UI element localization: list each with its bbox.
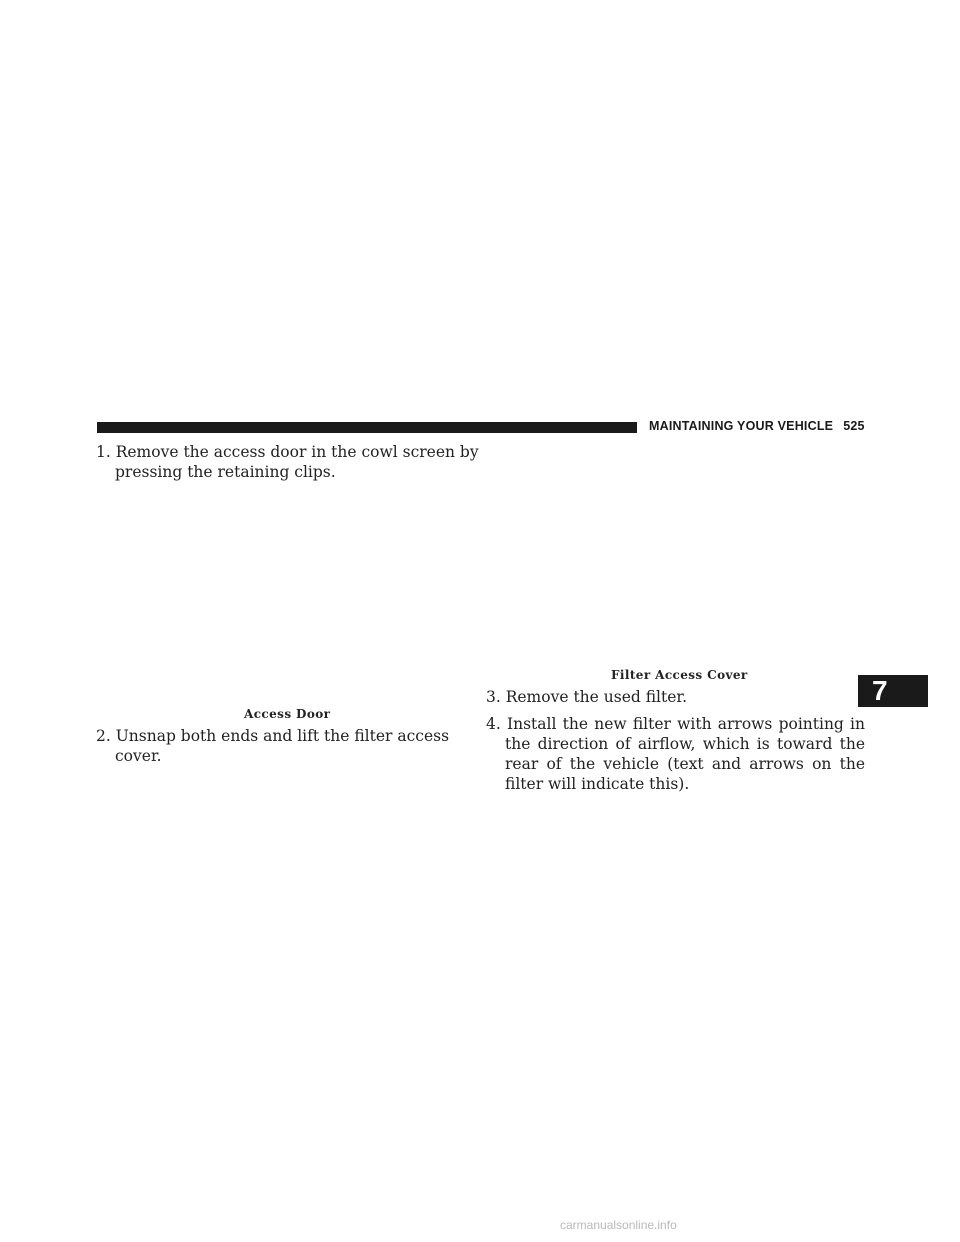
section-title: MAINTAINING YOUR VEHICLE bbox=[649, 419, 834, 433]
watermark-text: carmanualsonline.info bbox=[560, 1218, 677, 1232]
step-1: 1. Remove the access door in the cowl screen by pressing the retaining clips. bbox=[96, 443, 479, 481]
chapter-tab: 7 bbox=[858, 675, 928, 707]
step-2: 2. Unsnap both ends and lift the filter access cover. bbox=[96, 727, 450, 765]
page-number: 525 bbox=[843, 419, 865, 433]
caption-access-door: Access Door bbox=[244, 707, 331, 721]
header-rule bbox=[97, 422, 637, 433]
caption-filter-access-cover: Filter Access Cover bbox=[611, 668, 748, 682]
page-header bbox=[649, 419, 865, 433]
step-4: 4. Install the new filter with arrows pointing in the direction of airflow, which is toward the rear of the vehicle (text and arrows on the filter will indicate this). bbox=[486, 715, 865, 793]
step-3: 3. Remove the used filter. bbox=[486, 688, 688, 706]
